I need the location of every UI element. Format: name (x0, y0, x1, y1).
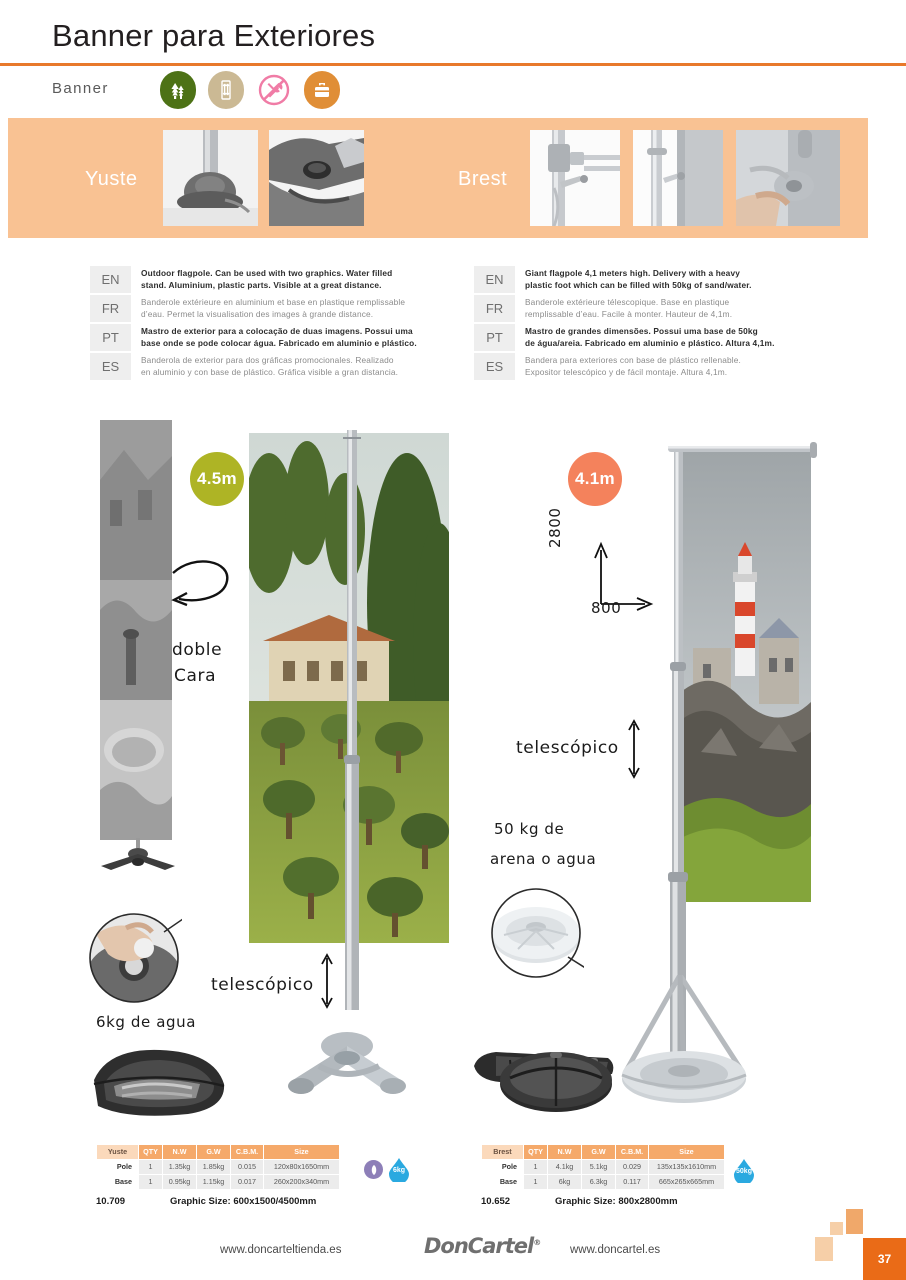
water-fill-label: 50kg (736, 1168, 752, 1175)
page-subtitle: Banner (52, 80, 109, 97)
language-row-en (474, 266, 836, 293)
spec-table-yuste (96, 1144, 339, 1207)
annotation-ballast-line2: arena o agua (490, 850, 597, 868)
detail-photo-brest-1 (530, 130, 620, 226)
reference-row-brest (481, 1196, 724, 1207)
table-row (97, 1175, 340, 1190)
th-gw: G.W (197, 1145, 231, 1160)
yuste-banner-graphic (100, 420, 172, 840)
th-nw: N.W (163, 1145, 197, 1160)
outdoor-trees-icon (160, 71, 196, 109)
reference-row-yuste (96, 1196, 339, 1207)
language-tag: EN (474, 266, 515, 293)
detail-photo-brest-2 (633, 130, 723, 226)
cell-name: Base (482, 1175, 524, 1190)
water-fill-label: 6kg (392, 1167, 406, 1174)
language-description: Bandera para exteriores con base de plástico rellenable. Expositor telescópico y de fácil montaje. Altura 4,1m. (525, 354, 741, 377)
cell-name: Pole (482, 1160, 524, 1175)
language-tag: PT (90, 324, 131, 351)
annotation-telescopic-yuste: telescópico (211, 975, 314, 995)
language-tag: FR (474, 295, 515, 322)
water-fill-icon (733, 1158, 755, 1183)
language-row-pt (474, 324, 836, 351)
language-description: Banderole extérieure télescopique. Base en plastique remplissable d’eau. Facile à monter. Hauteur de 4,1m. (525, 296, 733, 319)
deco-square-2 (846, 1209, 863, 1234)
language-row-es (474, 353, 836, 380)
brest-crossbar (668, 440, 818, 462)
registered-mark: ® (533, 1238, 541, 1247)
page-number: 37 (863, 1238, 906, 1280)
spec-table (96, 1144, 340, 1190)
brest-base-detail-callout (488, 885, 584, 981)
cell-cbm: 0.015 (231, 1160, 264, 1175)
graphic-size: Graphic Size: 600x1500/4500mm (170, 1196, 317, 1207)
brand-logo (424, 1234, 540, 1258)
feature-badge-group (160, 71, 340, 109)
language-description: Outdoor flagpole. Can be used with two graphics. Water filled stand. Aluminium, plastic parts. Visible at a great distance. (141, 267, 393, 290)
cell-gw: 5.1kg (582, 1160, 616, 1175)
annotation-telescopic-brest: telescópico (516, 738, 619, 758)
language-tag: ES (474, 353, 515, 380)
language-description: Mastro de grandes dimensões. Possui uma base de 50kg de água/areia. Fabricado em aluminio e plástico. Altura 4,1m. (525, 325, 775, 348)
title-divider (0, 63, 906, 66)
language-description: Banderole extérieure en aluminium et base en plastique remplissable d’eau. Permet la visualisation des images à grande distance. (141, 296, 406, 319)
language-row-pt (90, 324, 452, 351)
rotating-icon (364, 1160, 383, 1179)
cell-qty: 1 (139, 1160, 163, 1175)
th-qty: QTY (139, 1145, 163, 1160)
language-description: Giant flagpole 4,1 meters high. Delivery with a heavy plastic foot which can be filled with 50kg of sand/water. (525, 267, 752, 290)
cell-size: 135x135x1610mm (649, 1160, 725, 1175)
cell-nw: 0.95kg (163, 1175, 197, 1190)
cell-cbm: 0.017 (231, 1175, 264, 1190)
table-row (482, 1175, 725, 1190)
page-title: Banner para Exteriores (52, 18, 376, 53)
height-badge-brest: 4.1m (568, 452, 622, 506)
th-qty: QTY (524, 1145, 548, 1160)
deco-square-1 (830, 1222, 843, 1235)
spec-table-brest (481, 1144, 724, 1207)
yuste-base-detail-callout (86, 910, 182, 1006)
language-row-fr (474, 295, 836, 322)
telescopic-arrow-brest-icon (625, 718, 643, 780)
th-name: Brest (482, 1145, 524, 1160)
th-cbm: C.B.M. (231, 1145, 264, 1160)
cell-nw: 1.35kg (163, 1160, 197, 1175)
height-badge-yuste: 4.5m (190, 452, 244, 506)
table-row (482, 1160, 725, 1175)
spec-table (481, 1144, 725, 1190)
language-tag: EN (90, 266, 131, 293)
detail-photo-brest-3 (736, 130, 840, 226)
language-tag: PT (474, 324, 515, 351)
cell-size: 665x265x665mm (649, 1175, 725, 1190)
language-description: Banderola de exterior para dos gráficas promocionales. Realizado en aluminio y con base de plástico. Gráfica visible a gran distancia. (141, 354, 399, 377)
language-block-brest (474, 266, 836, 382)
brest-base-bag (498, 1050, 614, 1116)
deco-square-3 (815, 1237, 833, 1261)
language-description: Mastro de exterior para a colocação de duas imagens. Possui uma base onde se pode colocar água. Fabricado em aluminio e plástico. (141, 325, 417, 348)
th-nw: N.W (548, 1145, 582, 1160)
annotation-ballast-line1: 50 kg de (494, 820, 565, 838)
annotation-double-sided-line2: Cara (174, 666, 217, 686)
cell-name: Pole (97, 1160, 139, 1175)
spec-icons-brest (733, 1158, 755, 1183)
cell-qty: 1 (139, 1175, 163, 1190)
yuste-flat-base (95, 838, 181, 874)
annotation-water-weight-yuste: 6kg de agua (96, 1013, 197, 1031)
brand-logo-text: DonCartel (424, 1234, 534, 1258)
annotation-dim-vertical-brest: 2800 (546, 507, 564, 548)
cell-nw: 6kg (548, 1175, 582, 1190)
cell-qty: 1 (524, 1160, 548, 1175)
table-row (97, 1160, 340, 1175)
telescopic-arrow-yuste-icon (318, 952, 336, 1010)
cell-size: 260x200x340mm (264, 1175, 340, 1190)
yuste-water-base (283, 1016, 411, 1102)
no-tools-required-icon (256, 71, 292, 109)
brest-banner-graphic (681, 452, 811, 902)
th-name: Yuste (97, 1145, 139, 1160)
cell-name: Base (97, 1175, 139, 1190)
language-row-fr (90, 295, 452, 322)
detail-photo-yuste-1 (163, 130, 258, 226)
footer-url-shop[interactable]: www.doncarteltienda.es (220, 1244, 342, 1256)
yuste-carry-bag (88, 1040, 230, 1122)
th-cbm: C.B.M. (616, 1145, 649, 1160)
cell-size: 120x80x1650mm (264, 1160, 340, 1175)
detail-photo-yuste-2 (269, 130, 364, 226)
cell-gw: 1.15kg (197, 1175, 231, 1190)
double-sided-arrow-icon (165, 555, 240, 615)
table-header-row (482, 1145, 725, 1160)
reference-code: 10.709 (96, 1196, 126, 1207)
th-size: Size (649, 1145, 725, 1160)
yuste-telescopic-pole (341, 430, 363, 1040)
language-row-es (90, 353, 452, 380)
cell-cbm: 0.029 (616, 1160, 649, 1175)
graphic-size: Graphic Size: 800x2800mm (555, 1196, 678, 1207)
band-label-yuste: Yuste (85, 168, 138, 190)
cell-cbm: 0.117 (616, 1175, 649, 1190)
cell-gw: 6.3kg (582, 1175, 616, 1190)
language-tag: ES (90, 353, 131, 380)
th-size: Size (264, 1145, 340, 1160)
table-header-row (97, 1145, 340, 1160)
cell-nw: 4.1kg (548, 1160, 582, 1175)
cell-gw: 1.85kg (197, 1160, 231, 1175)
reference-code: 10.652 (481, 1196, 511, 1207)
language-tag: FR (90, 295, 131, 322)
spec-icons-yuste (364, 1157, 410, 1182)
footer-url-main[interactable]: www.doncartel.es (570, 1244, 661, 1256)
band-label-brest: Brest (458, 168, 508, 190)
cell-qty: 1 (524, 1175, 548, 1190)
water-fill-icon (388, 1157, 410, 1182)
annotation-dim-horizontal-brest: 800 (591, 599, 622, 617)
language-block-yuste (90, 266, 452, 382)
annotation-double-sided-line1: doble (172, 640, 223, 660)
carry-bag-icon (304, 71, 340, 109)
language-row-en (90, 266, 452, 293)
th-gw: G.W (582, 1145, 616, 1160)
brest-base-assembly (610, 975, 775, 1110)
adjustable-height-icon (208, 71, 244, 109)
